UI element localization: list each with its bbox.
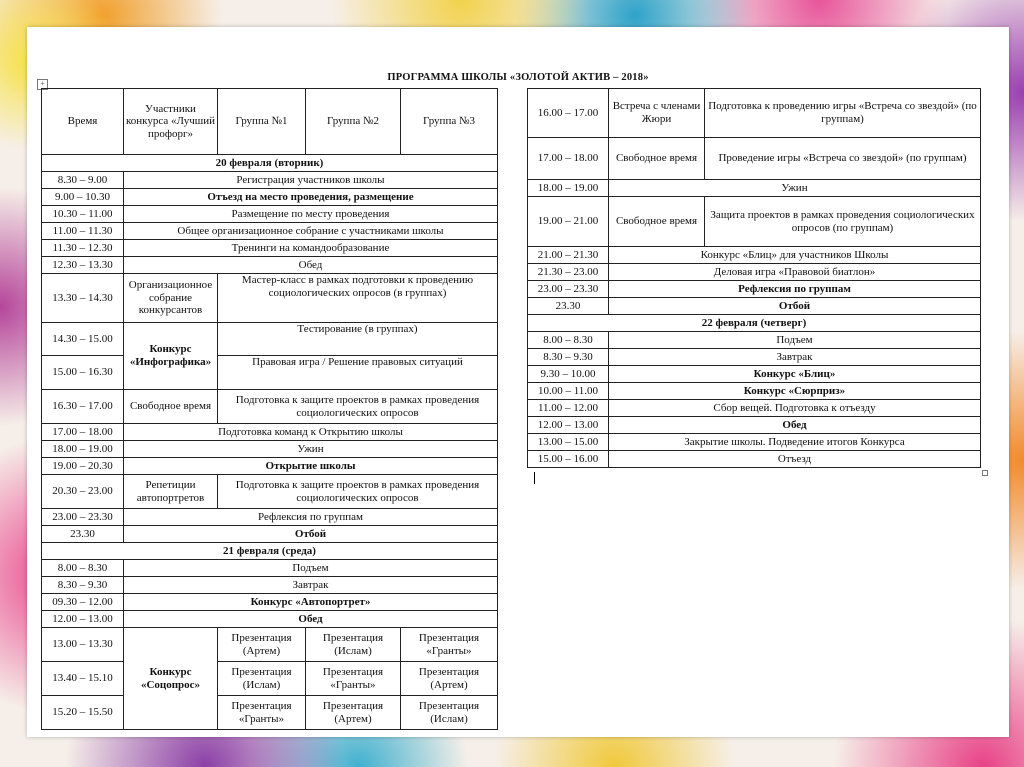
group-3-cell: Презентация (Артем) <box>401 662 498 696</box>
group-1-cell: Презентация «Гранты» <box>218 696 306 730</box>
activity-cell: Общее организационное собрание с участниками школы <box>124 223 498 240</box>
participants-cell: Свободное время <box>609 197 705 247</box>
table-header-row <box>42 89 498 155</box>
activity-cell: Подготовка к проведению игры «Встреча со звездой» (по группам) <box>705 89 981 138</box>
table-row <box>528 89 981 138</box>
time-cell: 9.30 – 10.00 <box>528 366 609 383</box>
group-3-cell: Презентация (Ислам) <box>401 696 498 730</box>
time-cell: 23.00 – 23.30 <box>42 509 124 526</box>
group-2-cell: Презентация (Артем) <box>306 696 401 730</box>
table-resize-handle[interactable] <box>982 470 988 476</box>
table-row <box>42 560 498 577</box>
table-row <box>528 417 981 434</box>
time-cell: 13.00 – 15.00 <box>528 434 609 451</box>
header-time: Время <box>42 89 124 155</box>
activity-cell: Подъем <box>124 560 498 577</box>
time-cell: 13.30 – 14.30 <box>42 274 124 323</box>
time-cell: 11.30 – 12.30 <box>42 240 124 257</box>
time-cell: 16.30 – 17.00 <box>42 390 124 424</box>
group-2-cell: Презентация «Гранты» <box>306 662 401 696</box>
activity-cell: Обед <box>124 257 498 274</box>
table-row <box>528 400 981 417</box>
activity-cell: Открытие школы <box>124 458 498 475</box>
time-cell: 18.00 – 19.00 <box>42 441 124 458</box>
activity-cell: Конкурс «Блиц» <box>609 366 981 383</box>
activity-cell: Рефлексия по группам <box>124 509 498 526</box>
time-cell: 11.00 – 11.30 <box>42 223 124 240</box>
table-row <box>42 696 498 730</box>
activity-cell: Конкурс «Блиц» для участников Школы <box>609 247 981 264</box>
time-cell: 12.00 – 13.00 <box>42 611 124 628</box>
activity-cell: Обед <box>609 417 981 434</box>
table-row <box>42 458 498 475</box>
header-participants: Участники конкурса «Лучший профорг» <box>124 89 218 155</box>
table-row <box>42 509 498 526</box>
table-row <box>42 441 498 458</box>
activity-cell: Подъем <box>609 332 981 349</box>
time-cell: 10.00 – 11.00 <box>528 383 609 400</box>
group-1-cell: Презентация (Ислам) <box>218 662 306 696</box>
text-cursor <box>534 472 535 484</box>
table-row <box>528 349 981 366</box>
table-row <box>528 383 981 400</box>
participants-cell: Конкурс «Инфографика» <box>124 323 218 390</box>
time-cell: 16.00 – 17.00 <box>528 89 609 138</box>
table-row <box>528 298 981 315</box>
time-cell: 15.00 – 16.00 <box>528 451 609 468</box>
table-row <box>528 332 981 349</box>
table-row <box>42 424 498 441</box>
table-row <box>528 264 981 281</box>
day-heading: 21 февраля (среда) <box>42 543 498 560</box>
contest-cell: Конкурс «Соцопрос» <box>124 628 218 730</box>
time-cell: 17.00 – 18.00 <box>42 424 124 441</box>
time-cell: 23.30 <box>528 298 609 315</box>
group-1-cell: Презентация (Артем) <box>218 628 306 662</box>
table-row <box>42 206 498 223</box>
participants-cell: Организационное собрание конкурсантов <box>124 274 218 323</box>
activity-cell: Регистрация участников школы <box>124 172 498 189</box>
time-cell: 15.20 – 15.50 <box>42 696 124 730</box>
participants-cell: Встреча с членами Жюри <box>609 89 705 138</box>
activity-cell: Подготовка команд к Открытию школы <box>124 424 498 441</box>
time-cell: 8.00 – 8.30 <box>42 560 124 577</box>
activity-cell: Проведение игры «Встреча со звездой» (по группам) <box>705 138 981 180</box>
table-row <box>528 281 981 298</box>
activity-cell: Завтрак <box>124 577 498 594</box>
activity-cell: Ужин <box>124 441 498 458</box>
activity-cell: Подготовка к защите проектов в рамках проведения социологических опросов <box>218 390 498 424</box>
time-cell: 18.00 – 19.00 <box>528 180 609 197</box>
activity-cell: Обед <box>124 611 498 628</box>
activity-cell: Ужин <box>609 180 981 197</box>
time-cell: 20.30 – 23.00 <box>42 475 124 509</box>
time-cell: 14.30 – 15.00 <box>42 323 124 356</box>
table-row <box>528 366 981 383</box>
table-row <box>528 138 981 180</box>
time-cell: 12.30 – 13.30 <box>42 257 124 274</box>
table-row <box>42 662 498 696</box>
header-group-1: Группа №1 <box>218 89 306 155</box>
activity-cell: Мастер-класс в рамках подготовки к проведению социологических опросов (в группах) <box>218 274 498 323</box>
table-row <box>42 257 498 274</box>
document-page <box>27 27 1009 737</box>
table-move-handle-icon[interactable]: + <box>37 79 48 90</box>
participants-cell: Свободное время <box>124 390 218 424</box>
table-row <box>528 247 981 264</box>
table-row <box>42 628 498 662</box>
activity-cell: Деловая игра «Правовой биатлон» <box>609 264 981 281</box>
table-row <box>42 390 498 424</box>
activity-cell: Конкурс «Автопортрет» <box>124 594 498 611</box>
participants-cell: Репетиции автопортретов <box>124 475 218 509</box>
activity-cell: Подготовка к защите проектов в рамках проведения социологических опросов <box>218 475 498 509</box>
group-2-cell: Презентация (Ислам) <box>306 628 401 662</box>
table-row <box>42 611 498 628</box>
table-row <box>42 240 498 257</box>
header-group-2: Группа №2 <box>306 89 401 155</box>
table-row <box>42 594 498 611</box>
activity-cell: Закрытие школы. Подведение итогов Конкурса <box>609 434 981 451</box>
activity-cell: Отъезд на место проведения, размещение <box>124 189 498 206</box>
table-row <box>42 577 498 594</box>
time-cell: 10.30 – 11.00 <box>42 206 124 223</box>
activity-cell: Рефлексия по группам <box>609 281 981 298</box>
activity-cell: Завтрак <box>609 349 981 366</box>
activity-cell: Отбой <box>124 526 498 543</box>
table-row <box>42 172 498 189</box>
table-row <box>42 475 498 509</box>
time-cell: 19.00 – 21.00 <box>528 197 609 247</box>
time-cell: 12.00 – 13.00 <box>528 417 609 434</box>
time-cell: 11.00 – 12.00 <box>528 400 609 417</box>
header-group-3: Группа №3 <box>401 89 498 155</box>
time-cell: 13.40 – 15.10 <box>42 662 124 696</box>
table-row <box>42 526 498 543</box>
time-cell: 15.00 – 16.30 <box>42 356 124 390</box>
table-row <box>528 451 981 468</box>
schedule-table-right <box>527 88 981 468</box>
activity-cell: Тренинги на командообразование <box>124 240 498 257</box>
activity-cell: Отбой <box>609 298 981 315</box>
time-cell: 13.00 – 13.30 <box>42 628 124 662</box>
table-row <box>42 356 498 390</box>
time-cell: 09.30 – 12.00 <box>42 594 124 611</box>
table-row <box>528 434 981 451</box>
time-cell: 21.30 – 23.00 <box>528 264 609 281</box>
time-cell: 19.00 – 20.30 <box>42 458 124 475</box>
day-heading: 20 февраля (вторник) <box>42 155 498 172</box>
activity-cell: Конкурс «Сюрприз» <box>609 383 981 400</box>
table-row <box>42 223 498 240</box>
time-cell: 8.00 – 8.30 <box>528 332 609 349</box>
schedule-table-left <box>41 88 498 730</box>
time-cell: 8.30 – 9.30 <box>42 577 124 594</box>
table-row <box>42 189 498 206</box>
activity-cell: Правовая игра / Решение правовых ситуаций <box>218 356 498 390</box>
activity-cell: Сбор вещей. Подготовка к отъезду <box>609 400 981 417</box>
activity-cell: Размещение по месту проведения <box>124 206 498 223</box>
time-cell: 23.30 <box>42 526 124 543</box>
time-cell: 8.30 – 9.00 <box>42 172 124 189</box>
table-row <box>528 197 981 247</box>
group-3-cell: Презентация «Гранты» <box>401 628 498 662</box>
activity-cell: Тестирование (в группах) <box>218 323 498 356</box>
activity-cell: Защита проектов в рамках проведения социологических опросов (по группам) <box>705 197 981 247</box>
document-title: ПРОГРАММА ШКОЛЫ «ЗОЛОТОЙ АКТИВ – 2018» <box>387 72 649 83</box>
time-cell: 17.00 – 18.00 <box>528 138 609 180</box>
time-cell: 8.30 – 9.30 <box>528 349 609 366</box>
table-row <box>42 274 498 323</box>
time-cell: 9.00 – 10.30 <box>42 189 124 206</box>
table-row <box>528 180 981 197</box>
day-heading: 22 февраля (четверг) <box>528 315 981 332</box>
activity-cell: Отъезд <box>609 451 981 468</box>
time-cell: 21.00 – 21.30 <box>528 247 609 264</box>
time-cell: 23.00 – 23.30 <box>528 281 609 298</box>
table-row <box>42 323 498 356</box>
participants-cell: Свободное время <box>609 138 705 180</box>
